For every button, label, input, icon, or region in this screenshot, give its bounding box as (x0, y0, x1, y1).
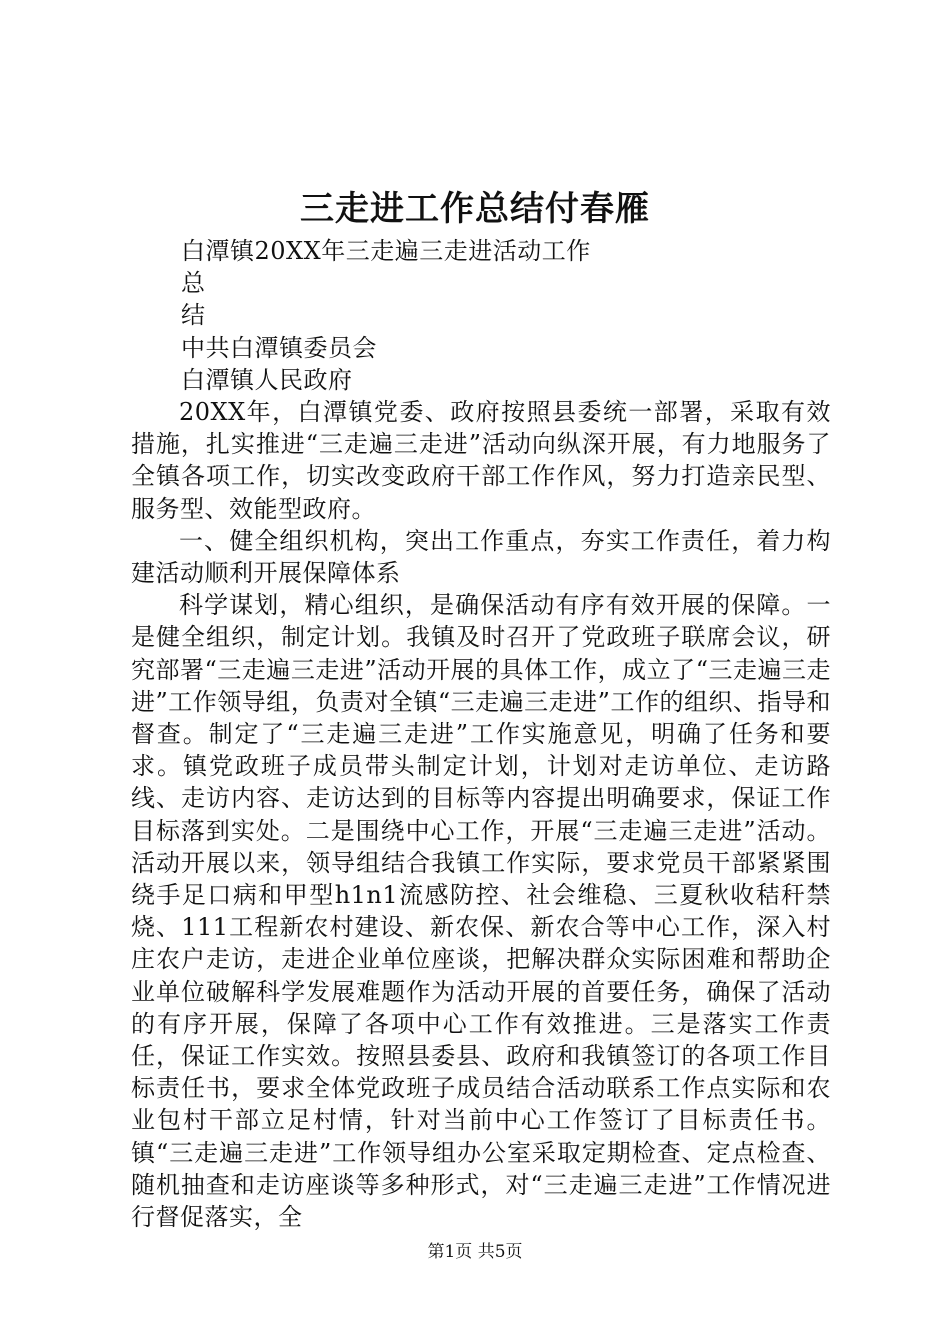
document-title: 三走进工作总结付春雁 (300, 189, 650, 229)
header-line-party-committee: 中共白潭镇委员会 (181, 333, 377, 362)
page-footer: 第1页 共5页 (427, 1242, 523, 1262)
header-line-org-title: 白潭镇20XX年三走遍三走进活动工作 (181, 237, 591, 265)
document-body (131, 235, 831, 1233)
paragraph-intro: 20XX年，白潭镇党委、政府按照县委统一部署，采取有效措施，扎实推进“三走遍三走进”活动向纵深开展，有力地服务了全镇各项工作，切实改变政府干部工作作风，努力打造亲民型、服务型、效能型政府。 (131, 398, 831, 523)
header-line-zong: 总 (181, 269, 206, 298)
paragraph-section-one-body: 科学谋划，精心组织，是确保活动有序有效开展的保障。一是健全组织，制定计划。我镇及时召开了党政班子联席会议，研究部署“三走遍三走进”活动开展的具体工作，成立了“三走遍三走进”工作领导组，负责对全镇“三走遍三走进”工作的组织、指导和督查。制定了“三走遍三走进”工作实施意见，明确了任务和要求。镇党政班子成员带头制定计划，计划对走访单位、走访路线、走访内容、走访达到的目标等内容提出明确要求，保证工作目标落到实处。二是围绕中心工作，开展“三走遍三走进”活动。活动开展以来，领导组结合我镇工作实际，要求党员干部紧紧围绕手足口病和甲型h1n1流感防控、社会维稳、三夏秋收秸秆禁烧、111工程新农村建设、新农保、新农合等中心工作，深入村庄农户走访，走进企业单位座谈，把解决群众实际困难和帮助企业单位破解科学发展难题作为活动开展的首要任务，确保了活动的有序开展，保障了各项中心工作有效推进。三是落实工作责任，保证工作实效。按照县委县、政府和我镇签订的各项工作目标责任书，要求全体党政班子成员结合活动联系工作点实际和农业包村干部立足村情，针对当前中心工作签订了目标责任书。镇“三走遍三走进”工作领导组办公室采取定期检查、定点检查、随机抽查和走访座谈等多种形式，对“三走遍三走进”工作情况进行督促落实，全 (131, 591, 831, 1232)
header-line-government: 白潭镇人民政府 (181, 365, 353, 394)
header-line-jie: 结 (181, 301, 206, 330)
section-heading-one: 一、健全组织机构，突出工作重点，夯实工作责任，着力构建活动顺利开展保障体系 (131, 526, 831, 588)
